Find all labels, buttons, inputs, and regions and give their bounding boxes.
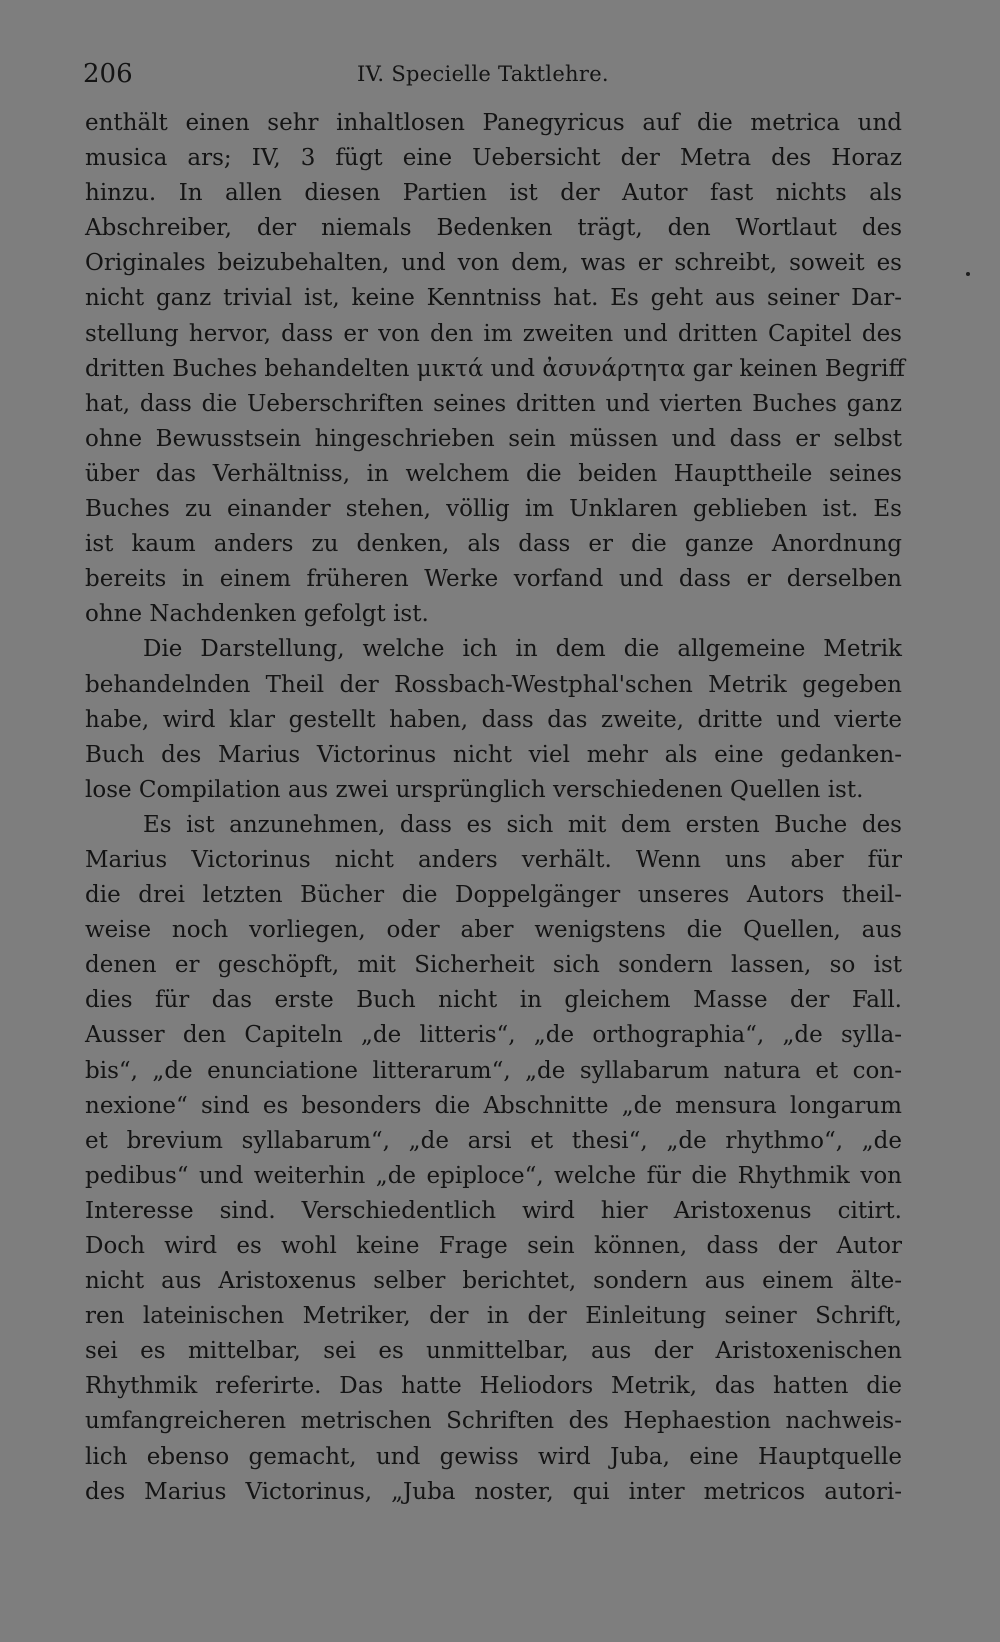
text-line: behandelnden Theil der Rossbach-Westphal'schen Metrik gegeben <box>85 671 902 698</box>
text-line: sei es mittelbar, sei es unmittelbar, aus der Aristoxenischen <box>85 1338 902 1365</box>
stray-ink-dot <box>966 272 970 276</box>
text-line: pedibus“ und weiterhin „de epiploce“, welche für die Rhythmik von <box>85 1162 902 1189</box>
text-line: Abschreiber, der niemals Bedenken trägt, den Wortlaut des <box>85 215 902 242</box>
text-line: bis“, „de enunciatione litterarum“, „de syllabarum natura et con- <box>85 1057 902 1084</box>
text-line: hinzu. In allen diesen Partien ist der Autor fast nichts als <box>85 180 902 207</box>
text-line: stellung hervor, dass er von den im zweiten und dritten Capitel des <box>85 320 902 347</box>
text-line: ohne Bewusstsein hingeschrieben sein müssen und dass er selbst <box>85 425 902 452</box>
text-line: Buch des Marius Victorinus nicht viel mehr als eine gedanken- <box>85 741 902 768</box>
running-head-title: IV. Specielle Taktlehre. <box>357 62 609 86</box>
text-line: nicht ganz trivial ist, keine Kenntniss hat. Es geht aus seiner Dar- <box>85 285 902 312</box>
text-line: habe, wird klar gestellt haben, dass das zweite, dritte und vierte <box>85 706 902 733</box>
text-line: lich ebenso gemacht, und gewiss wird Juba, eine Hauptquelle <box>85 1443 902 1470</box>
text-line: Marius Victorinus nicht anders verhält. Wenn uns aber für <box>85 846 902 873</box>
text-line: Rhythmik referirte. Das hatte Heliodors Metrik, das hatten die <box>85 1373 902 1400</box>
text-line: umfangreicheren metrischen Schriften des Hephaestion nachweis- <box>85 1408 902 1435</box>
text-line: ohne Nachdenken gefolgt ist. <box>85 601 429 628</box>
text-line: ist kaum anders zu denken, als dass er die ganze Anordnung <box>85 531 902 558</box>
text-line: Es ist anzunehmen, dass es sich mit dem ersten Buche des <box>143 811 902 838</box>
text-line: weise noch vorliegen, oder aber wenigstens die Quellen, aus <box>85 917 902 944</box>
text-line: über das Verhältniss, in welchem die beiden Haupttheile seines <box>85 460 902 487</box>
text-line: die drei letzten Bücher die Doppelgänger unseres Autors theil- <box>85 882 902 909</box>
text-line: Ausser den Capiteln „de litteris“, „de orthographia“, „de sylla- <box>85 1022 902 1049</box>
text-line: Die Darstellung, welche ich in dem die allgemeine Metrik <box>143 636 902 663</box>
text-line: Originales beizubehalten, und von dem, was er schreibt, soweit es <box>85 250 902 277</box>
body-text <box>85 106 905 1510</box>
text-line: Doch wird es wohl keine Frage sein können, dass der Autor <box>85 1233 902 1259</box>
text-line: des Marius Victorinus, „Juba noster, qui inter metricos autori- <box>85 1478 902 1505</box>
page-number: 206 <box>83 59 133 89</box>
text-line: Interesse sind. Verschiedentlich wird hier Aristoxenus citirt. <box>85 1197 902 1224</box>
text-line: nexione“ sind es besonders die Abschnitte „de mensura longarum <box>85 1092 902 1119</box>
text-line: bereits in einem früheren Werke vorfand und dass er derselben <box>85 566 902 593</box>
text-line: Buches zu einander stehen, völlig im Unklaren geblieben ist. Es <box>85 496 902 523</box>
running-head <box>83 56 903 92</box>
text-line: nicht aus Aristoxenus selber berichtet, sondern aus einem älte- <box>85 1268 902 1295</box>
text-line: hat, dass die Ueberschriften seines dritten und vierten Buches ganz <box>85 390 902 417</box>
text-line: et brevium syllabarum“, „de arsi et thesi“, „de rhythmo“, „de <box>85 1127 902 1154</box>
text-line: lose Compilation aus zwei ursprünglich verschiedenen Quellen ist. <box>85 776 864 803</box>
text-line: enthält einen sehr inhaltlosen Panegyricus auf die metrica und <box>85 110 902 136</box>
text-line: ren lateinischen Metriker, der in der Einleitung seiner Schrift, <box>85 1303 902 1330</box>
text-line: dritten Buches behandelten μικτά und ἀσυνάρτητα gar keinen Begriff <box>85 355 905 382</box>
text-line: dies für das erste Buch nicht in gleichem Masse der Fall. <box>85 987 902 1014</box>
text-line: musica ars; IV, 3 fügt eine Uebersicht der Metra des Horaz <box>85 145 902 172</box>
text-line: denen er geschöpft, mit Sicherheit sich sondern lassen, so ist <box>85 952 902 979</box>
